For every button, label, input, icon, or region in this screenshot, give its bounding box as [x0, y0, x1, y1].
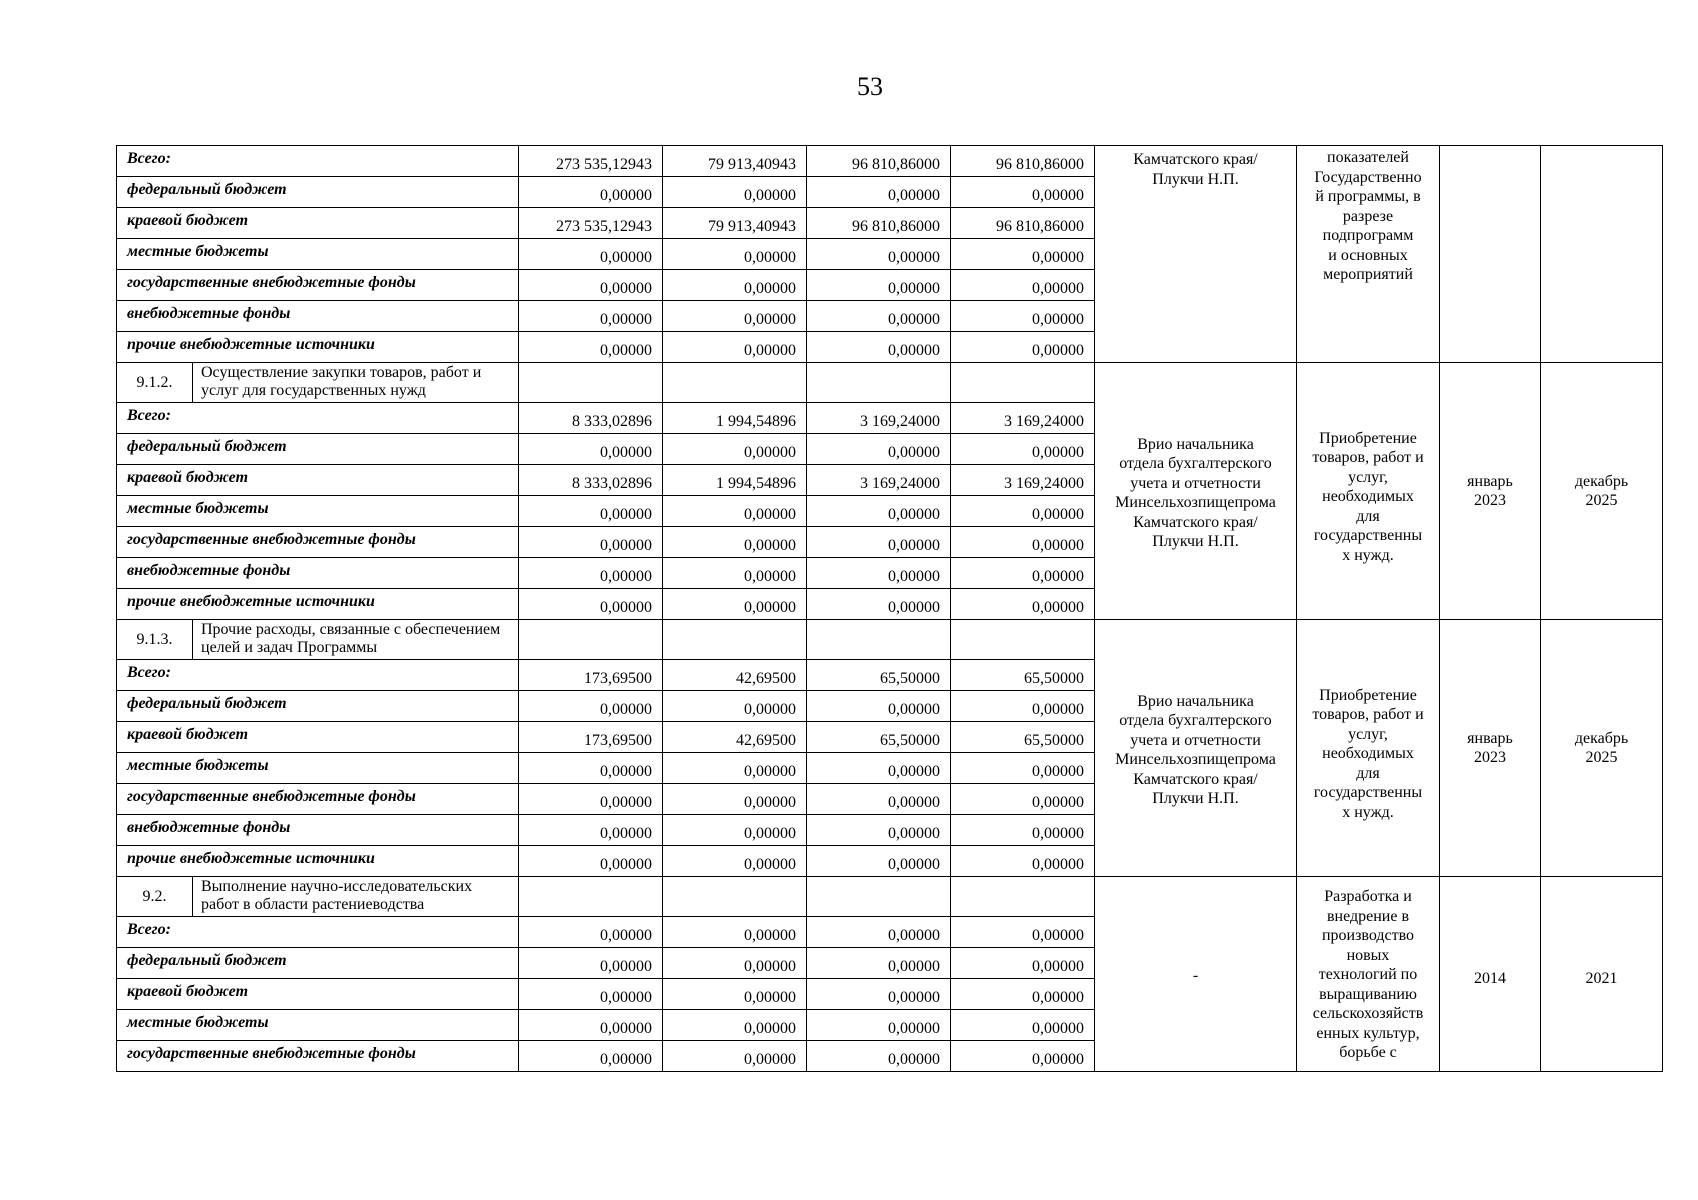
- amount-cell: 0,00000: [519, 434, 663, 465]
- item-code: 9.1.2.: [117, 363, 193, 403]
- amount-cell: 0,00000: [663, 979, 807, 1010]
- amount-cell: 0,00000: [951, 239, 1095, 270]
- fund-source-label: внебюджетные фонды: [117, 815, 519, 846]
- fund-source-label: краевой бюджет: [117, 208, 519, 239]
- amount-cell: 0,00000: [951, 979, 1095, 1010]
- empty-cell: [519, 620, 663, 660]
- amount-cell: 0,00000: [663, 784, 807, 815]
- amount-cell: 0,00000: [951, 846, 1095, 877]
- amount-cell: 0,00000: [807, 784, 951, 815]
- item-code: 9.1.3.: [117, 620, 193, 660]
- amount-cell: 0,00000: [807, 691, 951, 722]
- amount-cell: 0,00000: [663, 434, 807, 465]
- amount-cell: 3 169,24000: [807, 465, 951, 496]
- item-header-row: [117, 877, 1663, 917]
- amount-cell: 65,50000: [951, 660, 1095, 691]
- amount-cell: 0,00000: [951, 784, 1095, 815]
- fund-source-label: федеральный бюджет: [117, 434, 519, 465]
- start-date-cell: [1440, 146, 1541, 363]
- fund-source-label: краевой бюджет: [117, 465, 519, 496]
- empty-cell: [663, 363, 807, 403]
- amount-cell: 0,00000: [519, 784, 663, 815]
- amount-cell: 0,00000: [807, 558, 951, 589]
- end-date-cell: декабрь 2025: [1541, 620, 1663, 877]
- amount-cell: 0,00000: [519, 948, 663, 979]
- amount-cell: 0,00000: [519, 846, 663, 877]
- amount-cell: 96 810,86000: [951, 146, 1095, 177]
- amount-cell: 0,00000: [519, 270, 663, 301]
- amount-cell: 0,00000: [663, 948, 807, 979]
- fund-source-label: внебюджетные фонды: [117, 558, 519, 589]
- amount-cell: 0,00000: [519, 1010, 663, 1041]
- empty-cell: [519, 363, 663, 403]
- fund-source-label: федеральный бюджет: [117, 177, 519, 208]
- item-header-row: [117, 620, 1663, 660]
- amount-cell: 0,00000: [951, 177, 1095, 208]
- empty-cell: [951, 877, 1095, 917]
- empty-cell: [807, 620, 951, 660]
- amount-cell: 0,00000: [951, 434, 1095, 465]
- amount-cell: 0,00000: [807, 496, 951, 527]
- amount-cell: 42,69500: [663, 722, 807, 753]
- result-cell: показателей Государственно й программы, в разрезе подпрограмм и основных мероприятий: [1297, 146, 1440, 363]
- fund-source-label: местные бюджеты: [117, 1010, 519, 1041]
- amount-cell: 0,00000: [951, 558, 1095, 589]
- amount-cell: 0,00000: [807, 177, 951, 208]
- amount-cell: 0,00000: [807, 1010, 951, 1041]
- amount-cell: 0,00000: [663, 301, 807, 332]
- start-date-cell: 2014: [1440, 877, 1541, 1072]
- amount-cell: 0,00000: [951, 496, 1095, 527]
- fund-source-label: государственные внебюджетные фонды: [117, 527, 519, 558]
- item-name: Прочие расходы, связанные с обеспечением целей и задач Программы: [193, 620, 519, 660]
- empty-cell: [951, 363, 1095, 403]
- amount-cell: 0,00000: [951, 270, 1095, 301]
- amount-cell: 1 994,54896: [663, 403, 807, 434]
- amount-cell: 79 913,40943: [663, 146, 807, 177]
- amount-cell: 0,00000: [951, 917, 1095, 948]
- amount-cell: 3 169,24000: [951, 465, 1095, 496]
- amount-cell: 0,00000: [663, 177, 807, 208]
- amount-cell: 0,00000: [807, 301, 951, 332]
- amount-cell: 65,50000: [807, 660, 951, 691]
- end-date-cell: 2021: [1541, 877, 1663, 1072]
- amount-cell: 0,00000: [951, 753, 1095, 784]
- fund-source-label: Всего:: [117, 403, 519, 434]
- fund-row: [117, 146, 1663, 177]
- amount-cell: 0,00000: [951, 1010, 1095, 1041]
- empty-cell: [663, 620, 807, 660]
- amount-cell: 0,00000: [663, 558, 807, 589]
- item-header-row: [117, 363, 1663, 403]
- result-cell: Разработка и внедрение в производство новых технологий по выращиванию сельскохозяйств енных культур, борьбе с: [1297, 877, 1440, 1072]
- amount-cell: 0,00000: [951, 332, 1095, 363]
- amount-cell: 173,69500: [519, 660, 663, 691]
- fund-source-label: местные бюджеты: [117, 496, 519, 527]
- empty-cell: [519, 877, 663, 917]
- responsible-cell: Врио начальника отдела бухгалтерского учета и отчетности Минсельхозпищепрома Камчатского края/ Плукчи Н.П.: [1095, 363, 1297, 620]
- fund-source-label: прочие внебюджетные источники: [117, 846, 519, 877]
- fund-source-label: прочие внебюджетные источники: [117, 332, 519, 363]
- item-code: 9.2.: [117, 877, 193, 917]
- amount-cell: 0,00000: [519, 691, 663, 722]
- amount-cell: 0,00000: [807, 527, 951, 558]
- amount-cell: 0,00000: [663, 917, 807, 948]
- amount-cell: 0,00000: [519, 239, 663, 270]
- amount-cell: 0,00000: [807, 589, 951, 620]
- amount-cell: 8 333,02896: [519, 465, 663, 496]
- amount-cell: 0,00000: [807, 239, 951, 270]
- amount-cell: 0,00000: [807, 917, 951, 948]
- amount-cell: 0,00000: [663, 239, 807, 270]
- amount-cell: 0,00000: [663, 753, 807, 784]
- amount-cell: 0,00000: [519, 177, 663, 208]
- end-date-cell: декабрь 2025: [1541, 363, 1663, 620]
- result-cell: Приобретение товаров, работ и услуг, необходимых для государственны х нужд.: [1297, 363, 1440, 620]
- amount-cell: 173,69500: [519, 722, 663, 753]
- amount-cell: 0,00000: [663, 1041, 807, 1072]
- amount-cell: 96 810,86000: [807, 208, 951, 239]
- empty-cell: [951, 620, 1095, 660]
- result-cell: Приобретение товаров, работ и услуг, необходимых для государственны х нужд.: [1297, 620, 1440, 877]
- responsible-cell: Камчатского края/ Плукчи Н.П.: [1095, 146, 1297, 363]
- amount-cell: 273 535,12943: [519, 208, 663, 239]
- budget-table-body: [117, 146, 1663, 1072]
- amount-cell: 0,00000: [519, 753, 663, 784]
- amount-cell: 0,00000: [663, 589, 807, 620]
- amount-cell: 273 535,12943: [519, 146, 663, 177]
- amount-cell: 79 913,40943: [663, 208, 807, 239]
- amount-cell: 0,00000: [663, 270, 807, 301]
- amount-cell: 0,00000: [519, 558, 663, 589]
- fund-source-label: внебюджетные фонды: [117, 301, 519, 332]
- amount-cell: 0,00000: [807, 332, 951, 363]
- fund-source-label: Всего:: [117, 146, 519, 177]
- amount-cell: 0,00000: [807, 753, 951, 784]
- amount-cell: 96 810,86000: [807, 146, 951, 177]
- amount-cell: 42,69500: [663, 660, 807, 691]
- amount-cell: 0,00000: [951, 301, 1095, 332]
- amount-cell: 96 810,86000: [951, 208, 1095, 239]
- amount-cell: 0,00000: [807, 270, 951, 301]
- amount-cell: 0,00000: [663, 1010, 807, 1041]
- amount-cell: 0,00000: [663, 846, 807, 877]
- fund-source-label: Всего:: [117, 660, 519, 691]
- amount-cell: 65,50000: [807, 722, 951, 753]
- amount-cell: 0,00000: [807, 846, 951, 877]
- amount-cell: 0,00000: [807, 1041, 951, 1072]
- fund-source-label: федеральный бюджет: [117, 948, 519, 979]
- amount-cell: 0,00000: [519, 496, 663, 527]
- fund-source-label: местные бюджеты: [117, 753, 519, 784]
- amount-cell: 0,00000: [519, 1041, 663, 1072]
- amount-cell: 0,00000: [807, 979, 951, 1010]
- fund-source-label: прочие внебюджетные источники: [117, 589, 519, 620]
- fund-source-label: государственные внебюджетные фонды: [117, 1041, 519, 1072]
- empty-cell: [807, 877, 951, 917]
- amount-cell: 0,00000: [663, 527, 807, 558]
- amount-cell: 0,00000: [519, 979, 663, 1010]
- amount-cell: 65,50000: [951, 722, 1095, 753]
- amount-cell: 0,00000: [519, 527, 663, 558]
- empty-cell: [663, 877, 807, 917]
- amount-cell: 8 333,02896: [519, 403, 663, 434]
- start-date-cell: январь 2023: [1440, 620, 1541, 877]
- amount-cell: 0,00000: [807, 815, 951, 846]
- fund-source-label: местные бюджеты: [117, 239, 519, 270]
- amount-cell: 0,00000: [519, 815, 663, 846]
- amount-cell: 0,00000: [663, 496, 807, 527]
- fund-source-label: государственные внебюджетные фонды: [117, 270, 519, 301]
- amount-cell: 0,00000: [951, 691, 1095, 722]
- empty-cell: [807, 363, 951, 403]
- amount-cell: 0,00000: [807, 434, 951, 465]
- item-name: Осуществление закупки товаров, работ и услуг для государственных нужд: [193, 363, 519, 403]
- amount-cell: 3 169,24000: [807, 403, 951, 434]
- responsible-cell: -: [1095, 877, 1297, 1072]
- amount-cell: 1 994,54896: [663, 465, 807, 496]
- fund-source-label: государственные внебюджетные фонды: [117, 784, 519, 815]
- amount-cell: 0,00000: [807, 948, 951, 979]
- amount-cell: 0,00000: [951, 589, 1095, 620]
- page-number: 53: [857, 72, 883, 101]
- start-date-cell: январь 2023: [1440, 363, 1541, 620]
- item-name: Выполнение научно-исследовательских работ в области растениеводства: [193, 877, 519, 917]
- amount-cell: 0,00000: [951, 1041, 1095, 1072]
- fund-source-label: краевой бюджет: [117, 722, 519, 753]
- amount-cell: 0,00000: [663, 815, 807, 846]
- amount-cell: 3 169,24000: [951, 403, 1095, 434]
- amount-cell: 0,00000: [663, 332, 807, 363]
- end-date-cell: [1541, 146, 1663, 363]
- amount-cell: 0,00000: [519, 332, 663, 363]
- fund-source-label: федеральный бюджет: [117, 691, 519, 722]
- amount-cell: 0,00000: [951, 815, 1095, 846]
- amount-cell: 0,00000: [519, 589, 663, 620]
- responsible-cell: Врио начальника отдела бухгалтерского учета и отчетности Минсельхозпищепрома Камчатского края/ Плукчи Н.П.: [1095, 620, 1297, 877]
- amount-cell: 0,00000: [951, 527, 1095, 558]
- amount-cell: 0,00000: [951, 948, 1095, 979]
- amount-cell: 0,00000: [519, 301, 663, 332]
- amount-cell: 0,00000: [663, 691, 807, 722]
- fund-source-label: краевой бюджет: [117, 979, 519, 1010]
- amount-cell: 0,00000: [519, 917, 663, 948]
- fund-source-label: Всего:: [117, 917, 519, 948]
- budget-table: [116, 145, 1663, 1072]
